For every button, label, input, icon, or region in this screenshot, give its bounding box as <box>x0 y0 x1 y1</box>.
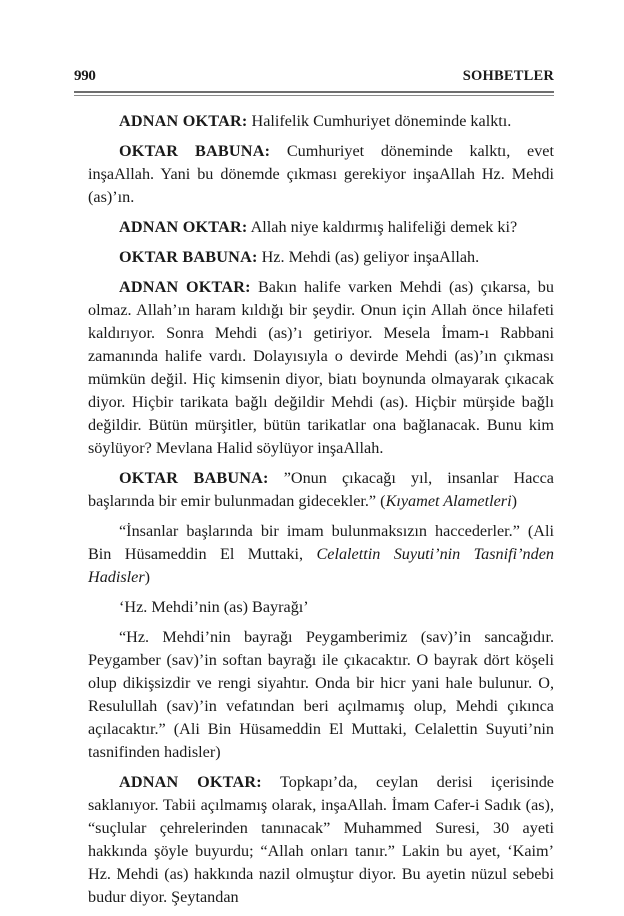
paragraph <box>88 276 554 460</box>
speaker-label: OKTAR BABUNA: <box>119 142 271 160</box>
paragraph <box>88 110 554 133</box>
paragraph <box>88 216 554 239</box>
paragraph <box>88 140 554 209</box>
paragraph-text: ) <box>511 492 517 510</box>
speaker-label: OKTAR BABUNA: <box>119 469 269 487</box>
speaker-label: ADNAN OKTAR: <box>119 773 262 791</box>
paragraph <box>88 626 554 764</box>
paragraph-text: ”Onun çıkacağı yıl, insanlar Hacca başlarında bir emir bulunmadan gidecekler.” ( <box>88 469 554 510</box>
paragraph-text: ‘Hz. Mehdi’nin (as) Bayrağı’ <box>119 598 309 616</box>
paragraph-text: “İnsanlar başlarında bir imam bulunmaksızın haccederler.” (Ali Bin Hüsameddin El Muttaki, <box>88 522 554 563</box>
speaker-label: OKTAR BABUNA: <box>119 248 258 266</box>
paragraph-text: ) <box>144 568 151 586</box>
paragraph <box>88 246 554 269</box>
citation-title: Celalettin Suyuti’nin Tasnifi’nden Hadisler <box>88 545 554 586</box>
paragraph-text: Hz. Mehdi (as) geliyor inşaAllah. <box>257 248 480 266</box>
paragraph-text: Bakın halife varken Mehdi (as) çıkarsa, bu olmaz. Allah’ın haram kıldığı bir şeydir. Onun için Allah önce hilafeti kaldırıyor. Sonra Mehdi (as)’ı getiriyor. Mesela İmam-ı Rabbani zamanında halife vardı. Dolayısıyla o devirde Mehdi (as)’ın çıkması mümkün değil. Hiç kimsenin diyor, biatı boynunda olmayarak çıkacak diyor. Hiçbir tarikata bağlı değildir Mehdi (as). Hiçbir mürşide bağlı değildir. Bütün mürşitler, bütün tarikatlar ona bağlanacak. Bunu kim söylüyor? Mevlana Halid söylüyor inşaAllah. <box>88 278 554 457</box>
speaker-label: ADNAN OKTAR: <box>119 278 251 296</box>
speaker-label: ADNAN OKTAR: <box>119 218 248 236</box>
header-rule-thin <box>74 95 554 96</box>
citation-title: Kıyamet Alametleri <box>385 492 512 510</box>
page-number: 990 <box>74 68 96 84</box>
paragraph-text: Halifelik Cumhuriyet döneminde kalktı. <box>247 112 512 130</box>
paragraph-text: Topkapı’da, ceylan derisi içerisinde saklanıyor. Tabii açılmamış olarak, inşaAllah. İmam Cafer-i Sadık (as), “suçlular çehrelerinden tanınacak” Muhammed Suresi, 30 ayeti hakkında şöyle buyurdu; “Allah onları tanır.” Lakin bu ayet, ‘Kaim’ Hz. Mehdi (as) hakkında nazil olmuştur diyor. Bu ayetin nüzul sebebi budur diyor. Şeytandan <box>88 773 554 906</box>
paragraph <box>88 596 554 619</box>
body-text <box>88 110 554 916</box>
paragraph <box>88 467 554 513</box>
speaker-label: ADNAN OKTAR: <box>119 112 248 130</box>
header-rule-thick <box>74 91 554 93</box>
page-header <box>74 68 554 86</box>
paragraph <box>88 520 554 589</box>
running-title: SOHBETLER <box>462 68 554 84</box>
paragraph-text: “Hz. Mehdi’nin bayrağı Peygamberimiz (sav)’in sancağıdır. Peygamber (sav)’in softan bayrağı ile çıkacaktır. O bayrak dört köşeli olup dikişsizdir ve rengi siyahtır. Onda bir hicr yani hale bulunur. O, Resulullah (sav)’in vefatından beri açılmamış olup, Mehdi çıkınca açılacaktır.” (Ali Bin Hüsameddin El Muttaki, Celalettin Suyuti’nin tasnifinden hadisler) <box>88 628 554 761</box>
paragraph <box>88 771 554 909</box>
paragraph-text: Allah niye kaldırmış halifeliği demek ki? <box>247 218 518 236</box>
paragraph-text: Cumhuriyet döneminde kalktı, evet inşaAllah. Yani bu dönemde çıkması gerekiyor inşaAllah Hz. Mehdi (as)’ın. <box>88 142 554 206</box>
